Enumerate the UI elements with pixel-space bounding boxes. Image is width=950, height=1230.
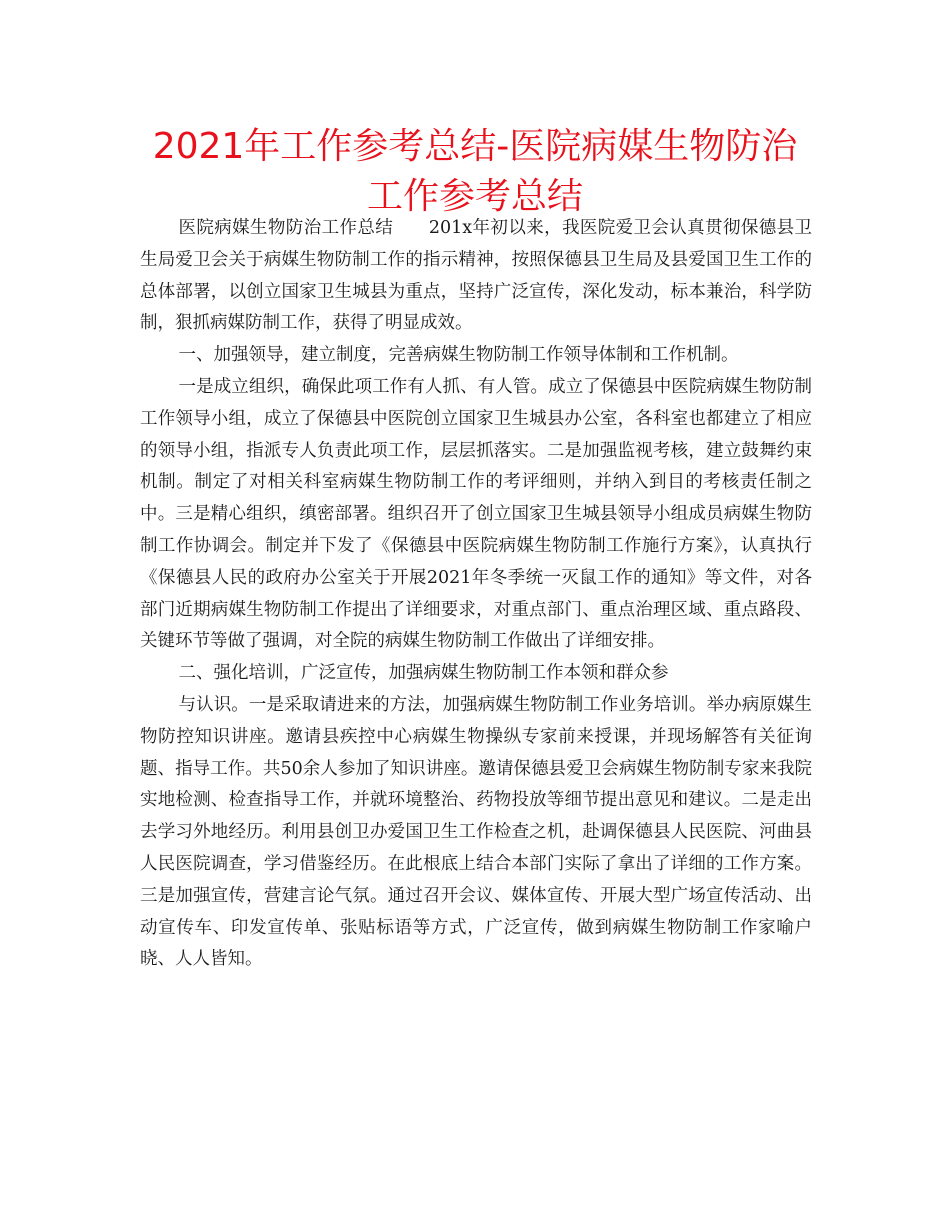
document-title: 2021年工作参考总结-医院病媒生物防治工作参考总结 — [152, 126, 798, 217]
paragraph-section-2-heading: 二、强化培训，广泛宣传，加强病媒生物防制工作本领和群众参 — [178, 663, 669, 684]
document-body — [140, 213, 812, 976]
paragraph-section-1-heading: 一、加强领导，建立制度，完善病媒生物防制工作领导体制和工作机制。 — [178, 345, 739, 366]
paragraph-section-1-body: 一是成立组织，确保此项工作有人抓、有人管。成立了保德县中医院病媒生物防制工作领导小组，成立了保德县中医院创立国家卫生城县办公室，各科室也都建立了相应的领导小组，指派专人负责此项工作，层层抓落实。二是加强监视考核，建立鼓舞约束机制。制定了对相关科室病媒生物防制工作的考评细则，并纳入到目的考核责任制之中。三是精心组织，缜密部署。组织召开了创立国家卫生城县领导小组成员病媒生物防制工作协调会。制定并下发了《保德县中医院病媒生物防制工作施行方案》，认真执行《保德县人民的政府办公室关于开展2021年冬季统一灭鼠工作的通知》等文件，对各部门近期病媒生物防制工作提出了详细要求，对重点部门、重点治理区域、重点路段、关键环节等做了强调，对全院的病媒生物防制工作做出了详细安排。 — [140, 376, 812, 652]
paragraph-intro: 医院病媒生物防治工作总结 201x年初以来，我医院爱卫会认真贯彻保德县卫生局爱卫会关于病媒生物防制工作的指示精神，按照保德县卫生局及县爱国卫生工作的总体部署，以创立国家卫生城县为重点，坚持广泛宣传，深化发动，标本兼治，科学防制，狠抓病媒防制工作，获得了明显成效。 — [140, 218, 812, 334]
paragraph-section-2-body: 与认识。一是采取请进来的方法，加强病媒生物防制工作业务培训。举办病原媒生物防控知识讲座。邀请县疾控中心病媒生物操纵专家前来授课，并现场解答有关征询题、指导工作。共50余人参加了知识讲座。邀请保德县爱卫会病媒生物防制专家来我院实地检测、检查指导工作，并就环境整治、药物投放等细节提出意见和建议。二是走出去学习外地经历。利用县创卫办爱国卫生工作检查之机，赴调保德县人民医院、河曲县人民医院调查，学习借鉴经历。在此根底上结合本部门实际了拿出了详细的工作方案。三是加强宣传，营建言论气氛。通过召开会议、媒体宣传、开展大型广场宣传活动、出动宣传车、印发宣传单、张贴标语等方式，广泛宣传，做到病媒生物防制工作家喻户晓、人人皆知。 — [140, 694, 812, 970]
